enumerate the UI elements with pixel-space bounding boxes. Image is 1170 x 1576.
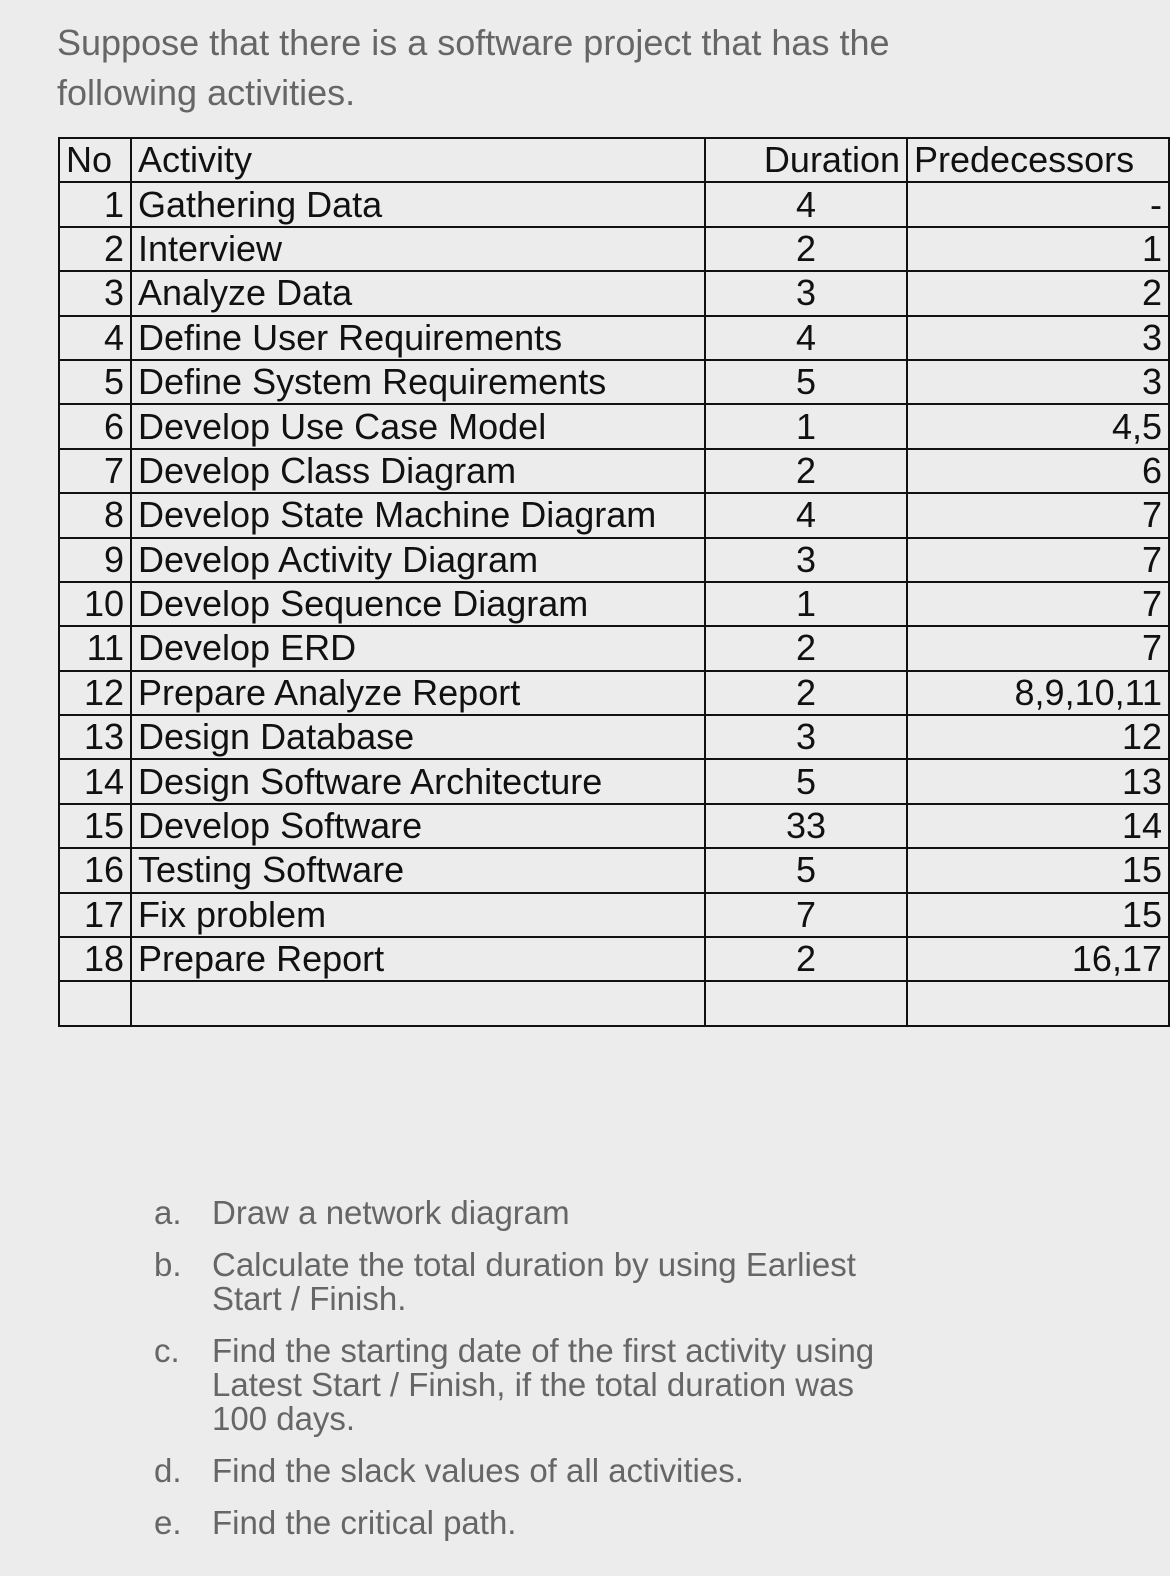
- cell-predecessors: 12: [907, 715, 1169, 759]
- cell-duration: 4: [705, 316, 907, 360]
- cell-no: 7: [59, 449, 131, 493]
- question-text: Calculate the total duration by using Earliest Start / Finish.: [212, 1246, 856, 1317]
- cell-activity: Design Database: [131, 715, 705, 759]
- header-activity: Activity: [131, 138, 705, 182]
- table-header-row: [59, 138, 1169, 182]
- cell-predecessors: 4,5: [907, 404, 1169, 448]
- question-item: [154, 1248, 914, 1316]
- cell-predecessors: [907, 981, 1169, 1025]
- cell-duration: 3: [705, 538, 907, 582]
- header-duration: Duration: [705, 138, 907, 182]
- cell-duration: 3: [705, 271, 907, 315]
- cell-no: 16: [59, 848, 131, 892]
- table-row: [59, 937, 1169, 981]
- cell-activity: Develop Class Diagram: [131, 449, 705, 493]
- cell-activity: Develop ERD: [131, 626, 705, 670]
- question-letter: d.: [154, 1452, 182, 1489]
- cell-activity: [131, 981, 705, 1025]
- cell-duration: 2: [705, 449, 907, 493]
- cell-no: 8: [59, 493, 131, 537]
- table-row: [59, 671, 1169, 715]
- table-row-empty: [59, 981, 1169, 1025]
- cell-predecessors: 6: [907, 449, 1169, 493]
- table-row: [59, 582, 1169, 626]
- cell-duration: 7: [705, 893, 907, 937]
- cell-no: 6: [59, 404, 131, 448]
- question-item: [154, 1506, 914, 1540]
- table-row: [59, 538, 1169, 582]
- cell-duration: 4: [705, 182, 907, 226]
- cell-activity: Interview: [131, 227, 705, 271]
- table-row: [59, 360, 1169, 404]
- cell-predecessors: 13: [907, 759, 1169, 803]
- cell-predecessors: 1: [907, 227, 1169, 271]
- cell-activity: Define User Requirements: [131, 316, 705, 360]
- intro-text: Suppose that there is a software project that has the following activities.: [57, 22, 890, 113]
- cell-activity: Prepare Report: [131, 937, 705, 981]
- cell-activity: Analyze Data: [131, 271, 705, 315]
- cell-predecessors: 7: [907, 538, 1169, 582]
- cell-no: [59, 981, 131, 1025]
- table-row: [59, 449, 1169, 493]
- cell-duration: 2: [705, 671, 907, 715]
- cell-predecessors: 3: [907, 316, 1169, 360]
- cell-duration: 1: [705, 404, 907, 448]
- cell-predecessors: 2: [907, 271, 1169, 315]
- question-letter: b.: [154, 1246, 182, 1283]
- cell-predecessors: 3: [907, 360, 1169, 404]
- cell-activity: Develop State Machine Diagram: [131, 493, 705, 537]
- question-item: [154, 1454, 914, 1488]
- header-no: No: [59, 138, 131, 182]
- cell-activity: Develop Activity Diagram: [131, 538, 705, 582]
- cell-duration: 2: [705, 227, 907, 271]
- cell-activity: Testing Software: [131, 848, 705, 892]
- question-text: Find the critical path.: [212, 1504, 517, 1541]
- table-row: [59, 404, 1169, 448]
- cell-duration: 4: [705, 493, 907, 537]
- cell-predecessors: 7: [907, 493, 1169, 537]
- cell-predecessors: 8,9,10,11: [907, 671, 1169, 715]
- cell-predecessors: 7: [907, 626, 1169, 670]
- table-row: [59, 227, 1169, 271]
- cell-predecessors: 16,17: [907, 937, 1169, 981]
- cell-activity: Design Software Architecture: [131, 759, 705, 803]
- cell-activity: Prepare Analyze Report: [131, 671, 705, 715]
- question-text: Find the slack values of all activities.: [212, 1452, 744, 1489]
- cell-no: 2: [59, 227, 131, 271]
- cell-duration: 2: [705, 626, 907, 670]
- question-item: [154, 1334, 914, 1436]
- cell-duration: 5: [705, 360, 907, 404]
- activities-table-container: [58, 137, 1170, 1027]
- cell-no: 5: [59, 360, 131, 404]
- cell-duration: 1: [705, 582, 907, 626]
- cell-activity: Fix problem: [131, 893, 705, 937]
- cell-no: 3: [59, 271, 131, 315]
- cell-activity: Define System Requirements: [131, 360, 705, 404]
- cell-no: 18: [59, 937, 131, 981]
- cell-predecessors: 15: [907, 893, 1169, 937]
- cell-predecessors: 14: [907, 804, 1169, 848]
- table-row: [59, 626, 1169, 670]
- header-predecessors: Predecessors: [907, 138, 1169, 182]
- cell-duration: 2: [705, 937, 907, 981]
- question-text: Find the starting date of the first activity using Latest Start / Finish, if the total duration was 100 days.: [212, 1332, 875, 1437]
- table-row: [59, 893, 1169, 937]
- cell-duration: [705, 981, 907, 1025]
- table-row: [59, 848, 1169, 892]
- question-letter: a.: [154, 1194, 182, 1231]
- cell-activity: Develop Use Case Model: [131, 404, 705, 448]
- cell-no: 11: [59, 626, 131, 670]
- cell-activity: Develop Software: [131, 804, 705, 848]
- cell-activity: Gathering Data: [131, 182, 705, 226]
- table-row: [59, 182, 1169, 226]
- cell-activity: Develop Sequence Diagram: [131, 582, 705, 626]
- question-letter: c.: [154, 1332, 180, 1369]
- question-text: Draw a network diagram: [212, 1194, 570, 1231]
- cell-no: 12: [59, 671, 131, 715]
- table-row: [59, 759, 1169, 803]
- activities-table: [58, 137, 1170, 1027]
- cell-no: 13: [59, 715, 131, 759]
- cell-no: 17: [59, 893, 131, 937]
- cell-no: 14: [59, 759, 131, 803]
- table-row: [59, 316, 1169, 360]
- cell-predecessors: -: [907, 182, 1169, 226]
- cell-predecessors: 7: [907, 582, 1169, 626]
- question-letter: e.: [154, 1504, 182, 1541]
- table-row: [59, 715, 1169, 759]
- cell-no: 10: [59, 582, 131, 626]
- questions-list: [154, 1196, 914, 1558]
- table-row: [59, 493, 1169, 537]
- cell-duration: 5: [705, 759, 907, 803]
- question-item: [154, 1196, 914, 1230]
- table-row: [59, 804, 1169, 848]
- cell-duration: 5: [705, 848, 907, 892]
- cell-no: 4: [59, 316, 131, 360]
- cell-no: 1: [59, 182, 131, 226]
- cell-no: 9: [59, 538, 131, 582]
- cell-predecessors: 15: [907, 848, 1169, 892]
- cell-no: 15: [59, 804, 131, 848]
- cell-duration: 3: [705, 715, 907, 759]
- table-row: [59, 271, 1169, 315]
- cell-duration: 33: [705, 804, 907, 848]
